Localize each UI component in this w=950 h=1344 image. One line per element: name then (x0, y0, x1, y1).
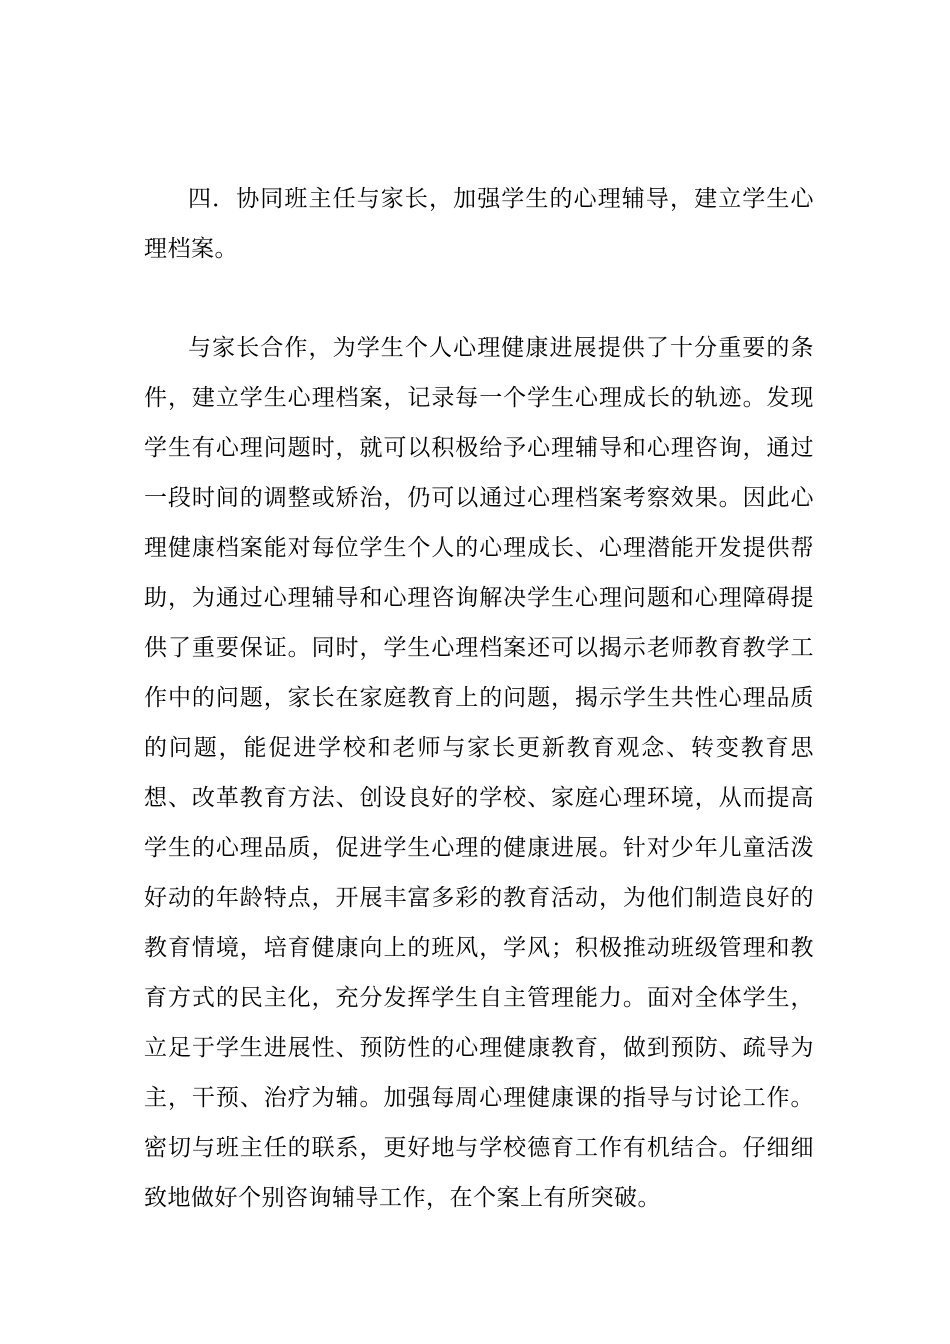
section-heading-paragraph: 四．协同班主任与家长，加强学生的心理辅导，建立学生心理档案。 (144, 186, 814, 262)
body-paragraph: 与家长合作，为学生个人心理健康进展提供了十分重要的条件，建立学生心理档案，记录每一个学生心理成长的轨迹。发现学生有心理问题时，就可以积极给予心理辅导和心理咨询，通过一段时间的调整或矫治，仍可以通过心理档案考察效果。因此心理健康档案能对每位学生个人的心理成长、心理潜能开发提供帮助，为通过心理辅导和心理咨询解决学生心理问题和心理障碍提供了重要保证。同时，学生心理档案还可以揭示老师教育教学工作中的问题，家长在家庭教育上的问题，揭示学生共性心理品质的问题，能促进学校和老师与家长更新教育观念、转变教育思想、改革教育方法、创设良好的学校、家庭心理环境，从而提高学生的心理品质，促进学生心理的健康进展。针对少年儿童活泼好动的年龄特点，开展丰富多彩的教育活动，为他们制造良好的教育情境，培育健康向上的班风，学风；积极推动班级管理和教育方式的民主化，充分发挥学生自主管理能力。面对全体学生，立足于学生进展性、预防性的心理健康教育，做到预防、疏导为主，干预、治疗为辅。加强每周心理健康课的指导与讨论工作。密切与班主任的联系，更好地与学校德育工作有机结合。仔细细致地做好个别咨询辅导工作，在个案上有所突破。 (144, 335, 814, 1211)
